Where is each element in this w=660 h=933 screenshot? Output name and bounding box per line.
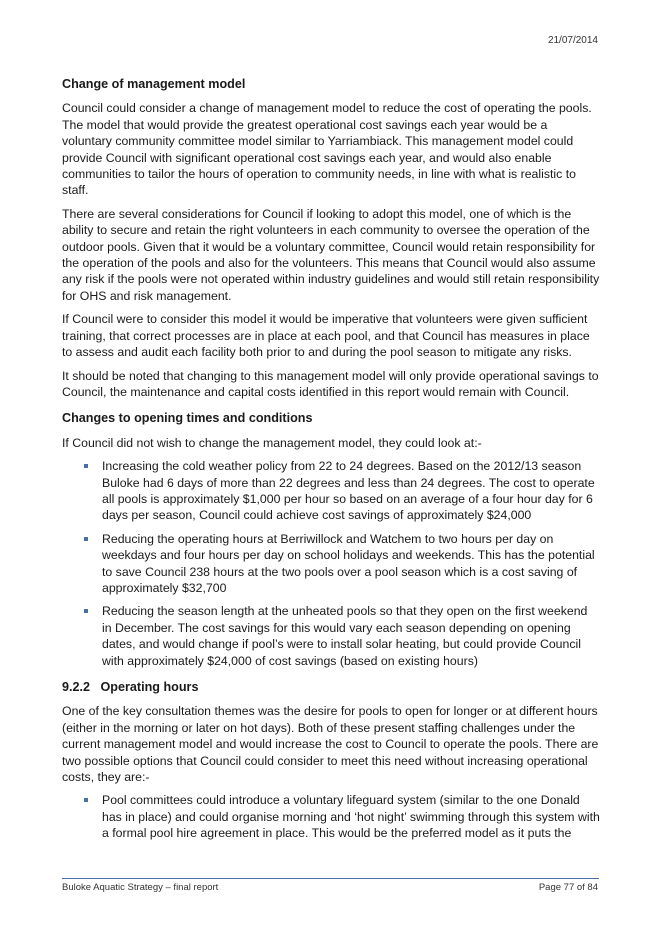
section-heading-opening-times: Changes to opening times and conditions	[62, 411, 313, 426]
bullet-icon	[84, 798, 88, 802]
bullet-list	[62, 792, 600, 841]
list-item	[62, 792, 600, 841]
paragraph: If Council were to consider this model it would be imperative that volunteers were given sufficient training, that correct processes are in place at each pool, and that Council has measures in place to assess and audit each facility both prior to and during the pool season to mitigate any risks.	[62, 312, 590, 360]
footer-report-title: Buloke Aquatic Strategy – final report	[62, 882, 219, 893]
list-item	[62, 531, 600, 597]
list-item	[62, 603, 600, 669]
list-item-text: Increasing the cold weather policy from 22 to 24 degrees. Based on the 2012/13 season Buloke had 6 days of more than 22 degrees and less than 24 degrees. The cost to operate all pools is approximately $1,000 per hour so based on an average of a four hour day for 6 days per season, Council could achieve cost savings of approximately $24,000	[102, 459, 595, 523]
bullet-list	[62, 458, 600, 669]
footer-rule	[62, 878, 599, 879]
document-body	[62, 76, 600, 849]
paragraph: There are several considerations for Council if looking to adopt this model, one of which is the ability to secure and retain the right volunteers in each community to oversee the operation of the outdoor pools. Given that it would be a voluntary committee, Council would retain responsibility for the operation of the pools and also for the volunteers. This means that Council would also assume any risk if the pools were not operated within industry guidelines and would still retain responsibility for OHS and risk management.	[62, 206, 600, 303]
section-heading-management-model: Change of management model	[62, 77, 246, 91]
section-heading-operating-hours: 9.2.2 Operating hours	[62, 680, 199, 694]
list-item	[62, 458, 600, 524]
list-item-text: Reducing the season length at the unheated pools so that they open on the first weekend in December. The cost savings for this would vary each season depending on opening dates, and would change if pool’s were to install solar heating, but could provide Council with approximately $24,000 of cost savings (based on existing hours)	[102, 604, 588, 668]
paragraph: If Council did not wish to change the management model, they could look at:-	[62, 435, 482, 450]
list-item-text: Pool committees could introduce a voluntary lifeguard system (similar to the one Donald has in place) and could organise morning and ‘hot night’ swimming through this system with a formal pool hire agreement in place. This would be the preferred model as it puts the	[102, 793, 600, 841]
bullet-icon	[84, 537, 88, 541]
header-date: 21/07/2014	[547, 35, 598, 46]
paragraph: One of the key consultation themes was the desire for pools to open for longer or at different hours (either in the morning or later on hot days). Both of these present staffing challenges under the current management model and would increase the cost to Council to operate the pools. There are two possible options that Council could consider to meet this need without increasing operational costs, they are:-	[62, 704, 599, 785]
list-item-text: Reducing the operating hours at Berriwillock and Watchem to two hours per day on weekdays and four hours per day on school holidays and weekends. This has the potential to save Council 238 hours at the two pools over a pool season which is a cost saving of approximately $32,700	[102, 531, 595, 595]
bullet-icon	[84, 609, 88, 613]
paragraph: It should be noted that changing to this management model will only provide operational savings to Council, the maintenance and capital costs identified in this report would remain with Council.	[62, 368, 599, 399]
bullet-icon	[84, 464, 88, 468]
footer-page-number: Page 77 of 84	[538, 882, 598, 893]
paragraph: Council could consider a change of management model to reduce the cost of operating the pools. The model that would provide the greatest operational cost savings each year would be a voluntary community committee model similar to Yarriambiack. This management model could provide Council with significant operational cost savings each year, and would also enable communities to tailor the hours of operation to community needs, in line with what is realistic to staff.	[62, 101, 592, 198]
